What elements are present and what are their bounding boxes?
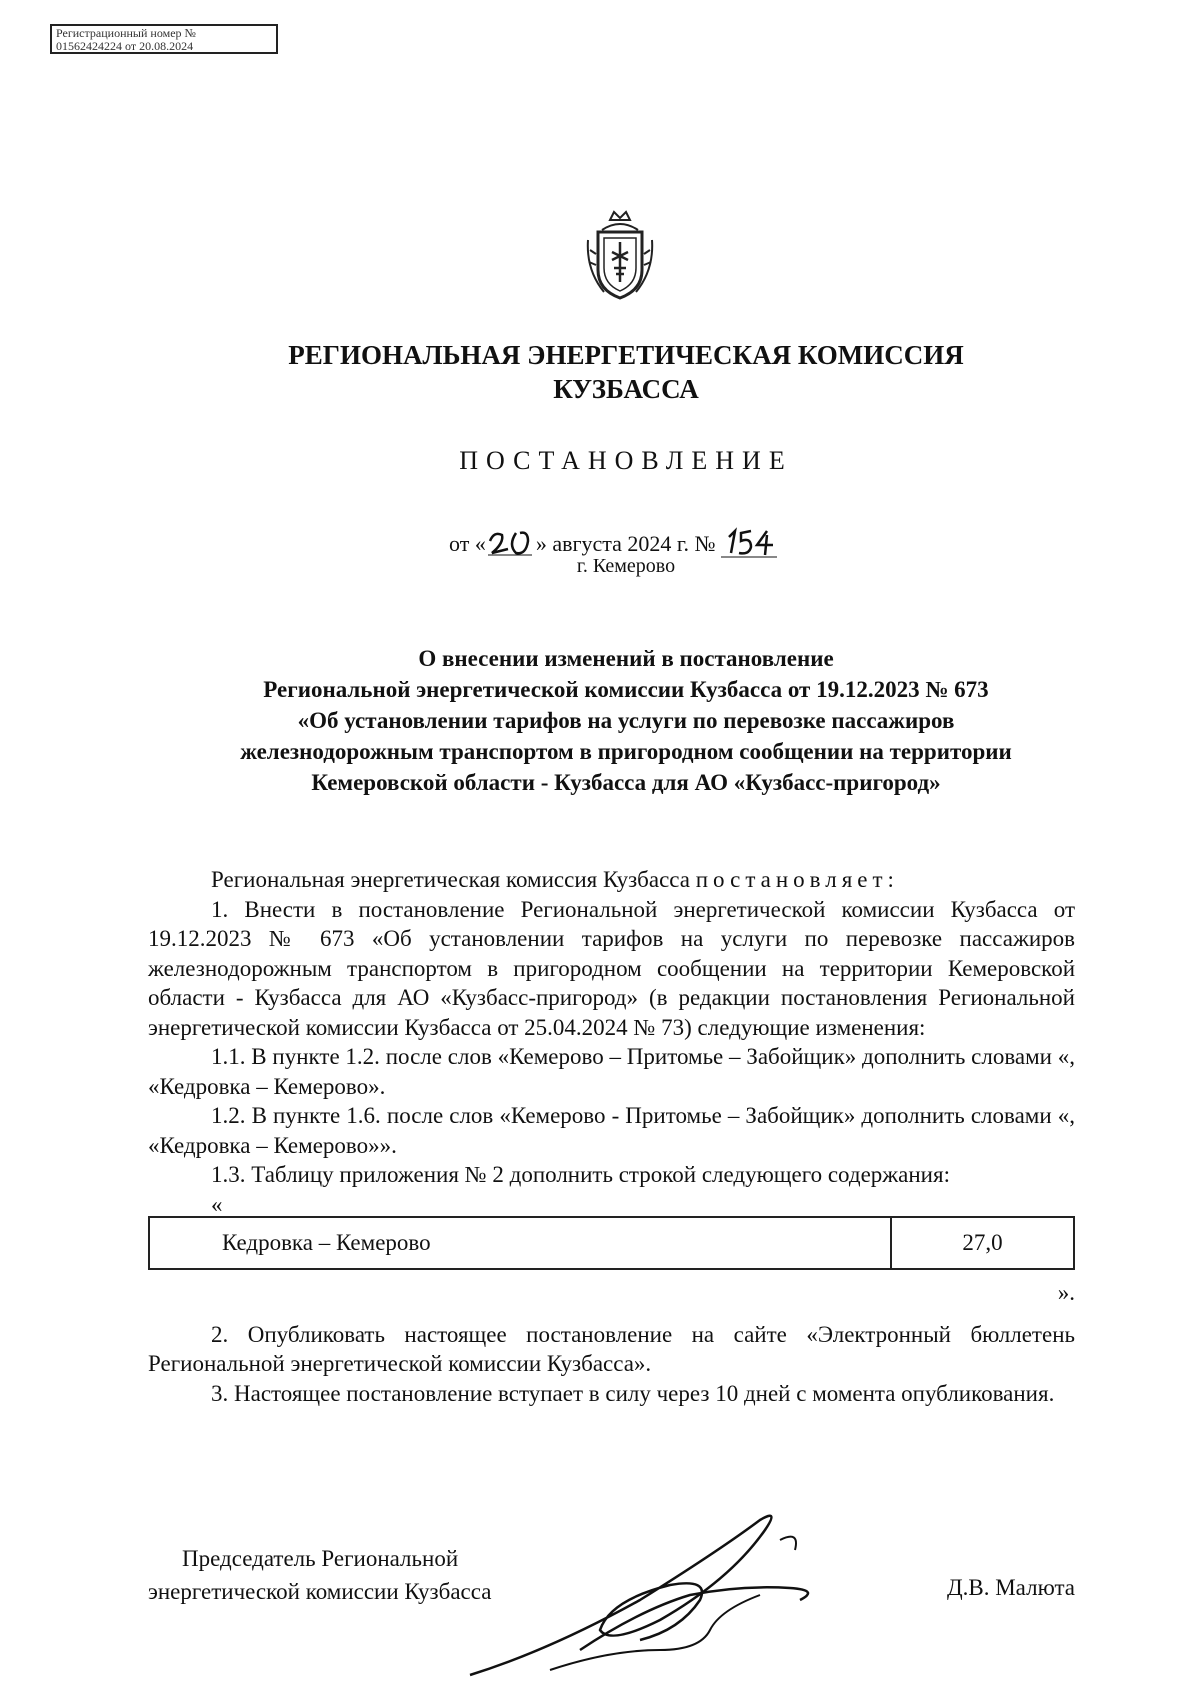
item-1: 1. Внести в постановление Региональной энергетической комиссии Кузбасса от 19.12.2023 № 673 «Об установлении тарифов на услуги по перевозке пассажиров железнодорожным транспортом в пригородном сообщении на территории Кемеровской области - Кузбасса для АО «Кузбасс-пригород» (в редакции постановления Региональной энергетической комиссии Кузбасса от 25.04.2024 № 73) следующие изменения:	[148, 896, 1075, 1040]
registration-stamp	[50, 24, 278, 54]
subject-line-4: железнодорожным транспортом в пригородном сообщении на территории	[240, 739, 1012, 764]
document-type: ПОСТАНОВЛЕНИЕ	[459, 446, 793, 475]
registration-line-1: Регистрационный номер №	[56, 26, 196, 40]
kuzbass-coat-of-arms-icon	[584, 210, 656, 302]
document-body	[148, 865, 1075, 1408]
item-1-1: 1.1. В пункте 1.2. после слов «Кемерово – Притомье – Забойщик» дополнить словами «, «Кедровка – Кемерово».	[148, 1044, 1075, 1099]
document-subject	[0, 643, 1200, 798]
price-cell: 27,0	[891, 1217, 1074, 1269]
route-cell: Кедровка – Кемерово	[149, 1217, 891, 1269]
item-1-3: 1.3. Таблицу приложения № 2 дополнить строкой следующего содержания:	[211, 1162, 950, 1187]
signatory-title	[148, 1542, 491, 1608]
signatory-name: Д.В. Малюта	[946, 1575, 1075, 1600]
subject-line-2: Региональной энергетической комиссии Кузбасса от 19.12.2023 № 673	[263, 677, 989, 702]
item-1-2: 1.2. В пункте 1.6. после слов «Кемерово - Притомье – Забойщик» дополнить словами «, «Кедровка – Кемерово»».	[148, 1103, 1075, 1158]
item-2: 2. Опубликовать настоящее постановление на сайте «Электронный бюллетень Региональной энергетической комиссии Кузбасса».	[148, 1321, 1075, 1376]
table-row	[149, 1217, 1074, 1269]
organization-line-1: РЕГИОНАЛЬНАЯ ЭНЕРГЕТИЧЕСКАЯ КОМИССИЯ	[288, 340, 964, 370]
intro-decree-word: постановляет:	[695, 867, 899, 892]
handwritten-day	[486, 527, 536, 557]
handwritten-signature	[460, 1500, 860, 1690]
subject-line-3: «Об установлении тарифов на услуги по перевозке пассажиров	[297, 708, 955, 733]
date-middle: » августа 2024 г. №	[535, 531, 716, 556]
organization-name	[0, 338, 1200, 406]
handwritten-day-mark	[486, 527, 536, 557]
signatory-title-line-2: энергетической комиссии Кузбасса	[148, 1579, 492, 1604]
date-prefix: от «	[449, 531, 486, 556]
intro-paragraph	[148, 865, 1075, 895]
registration-line-2: 01562424224 от 20.08.2024	[56, 39, 194, 53]
close-quote: ».	[1057, 1279, 1075, 1305]
subject-line-1: О внесении изменений в постановление	[418, 646, 834, 671]
item-3: 3. Настоящее постановление вступает в силу через 10 дней с момента опубликования.	[211, 1380, 1055, 1406]
tariff-table	[148, 1216, 1075, 1270]
city: г. Кемерово	[576, 555, 676, 577]
signatory-title-line-1: Председатель Региональной	[182, 1546, 459, 1571]
open-quote: «	[211, 1191, 223, 1217]
subject-line-5: Кемеровской области - Кузбасса для АО «Кузбасс-пригород»	[311, 770, 941, 795]
organization-line-2: КУЗБАССА	[553, 374, 699, 404]
intro-text: Региональная энергетическая комиссия Кузбасса	[211, 867, 690, 892]
